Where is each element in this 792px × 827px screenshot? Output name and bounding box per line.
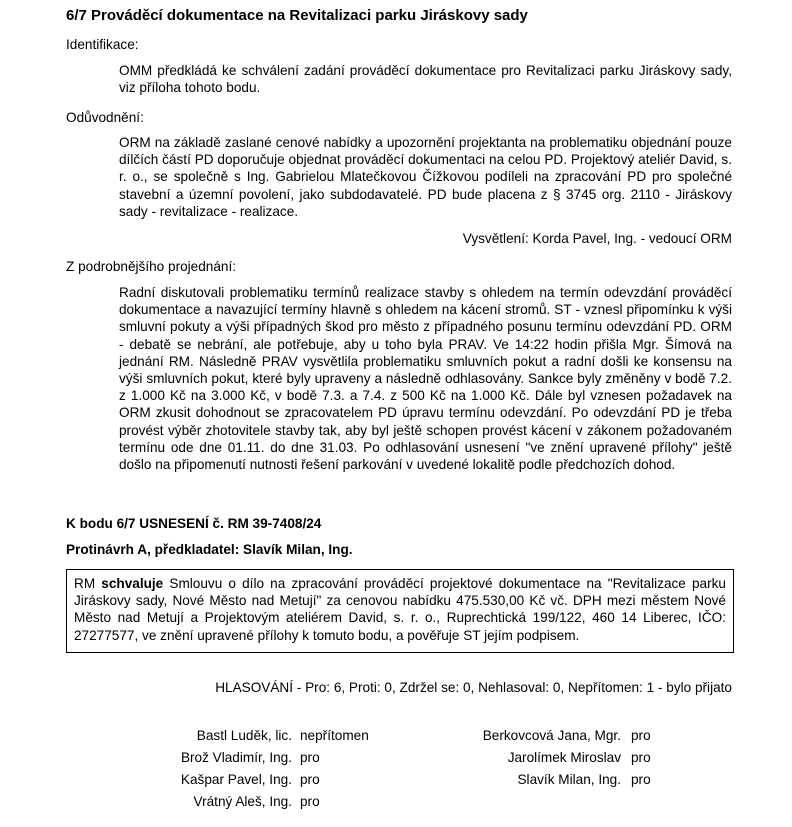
voter-name: Bastl Luděk, lic. xyxy=(196,728,292,743)
voting-summary: HLASOVÁNÍ - Pro: 6, Proti: 0, Zdržel se: 0, Nehlasoval: 0, Nepřítomen: 1 - bylo přijato xyxy=(215,680,732,695)
voter-vote: nepřítomen xyxy=(300,728,369,743)
oduvodneni-text: ORM na základě zaslané cenové nabídky a upozornění projektanta na problematiku objednání pouze dílčích částí PD doporučuje objednat prováděcí dokumentaci na celou PD. Projektový ateliér David, s. r. o., se společně s Ing. Gabrielou Mlatečkovou Čížkovou podíleli na zpracování PD pro společné stavební a územní povolení, jako subdodavatelé. PD bude placena z § 3745 org. 2110 - Jiráskovy sady - revitalizace - realizace. xyxy=(119,135,732,219)
voter-name: Kašpar Pavel, Ing. xyxy=(180,772,292,787)
voter-name: Brož Vladimír, Ing. xyxy=(180,750,292,765)
voter-vote: pro xyxy=(300,772,320,787)
voter-vote: pro xyxy=(631,750,651,765)
resolution-verb: schvaluje xyxy=(101,576,164,591)
voter-name: Berkovcová Jana, Mgr. xyxy=(482,728,621,743)
resolution-text: Smlouvu o dílo na zpracování prováděcí projektové dokumentace na "Revitalizace parku Jiráskovy sady, Nové Město nad Metují" za cenovou nabídku 475.530,00 Kč vč. DPH mezi městem Nové Město nad Metují a Projektovým ateliérem David, s. r. o., Ruprechtická 199/122, 460 14 Liberec, IČO: 27277577, ve znění upravené přílohy k tomuto bodu, a pověřuje ST jejím podpisem. xyxy=(74,576,726,643)
voter-vote: pro xyxy=(631,728,651,743)
voter-name: Slavík Milan, Ing. xyxy=(517,772,621,787)
resolution-box xyxy=(66,569,734,653)
identifikace-text: OMM předkládá ke schválení zadání prováděcí dokumentace pro Revitalizaci parku Jiráskovy sady, viz příloha tohoto bodu. xyxy=(119,63,732,96)
resolution-prefix: RM xyxy=(74,576,102,591)
oduvodneni-label: Odůvodnění: xyxy=(66,110,144,125)
voter-name: Jarolímek Miroslav xyxy=(507,750,621,765)
voter-name: Vrátný Aleš, Ing. xyxy=(193,794,292,809)
identifikace-label: Identifikace: xyxy=(66,37,139,52)
explanation-text: Vysvětlení: Korda Pavel, Ing. - vedoucí ORM xyxy=(462,231,732,246)
voter-vote: pro xyxy=(631,772,651,787)
resolution-heading: K bodu 6/7 USNESENÍ č. RM 39-7408/24 xyxy=(66,516,322,531)
projednani-text: Radní diskutovali problematiku termínů realizace stavby s ohledem na termín odevzdání prováděcí dokumentace a navazující termíny hlavně s ohledem na kácení stromů. ST - vznesl připomínku k výši smluvní pokuty a výši případných škod pro město z případného posunu termínu odevzdání PD. ORM - debatě se nebrání, ale potřebuje, aby u toho byla PRAV. Ve 14:22 hodin přišla Mgr. Šímová na jednání RM. Následně PRAV vysvětlila problematiku smluvních pokut a radní došli ke konsensu na výši smluvních pokut, které byly upraveny a následně odhlasovány. Sankce byly změněny v bodě 7.2. z 1.000 Kč na 3.000 Kč, v bodě 7.3. a 7.4. z 500 Kč na 1.000 Kč. Dále byl vznesen požadavek na ORM zkusit dohodnout se zpracovatelem PD úpravu termínu odevzdání. Po odevzdání PD je třeba provést výběr zhotovitele stavby tak, aby byl ještě schopen provést kácení v zákonem požadovaném termínu ode dne 01.11. do dne 31.03. Po odhlasování usnesení "ve znění upravené přílohy" ještě došlo na připomenutí nutnosti řešení parkování v uvedené lokalitě podle předchozích dohod. xyxy=(119,285,732,473)
voter-vote: pro xyxy=(300,794,320,809)
agenda-item-title: 6/7 Prováděcí dokumentace na Revitalizaci parku Jiráskovy sady xyxy=(66,7,528,24)
voter-vote: pro xyxy=(300,750,320,765)
projednani-label: Z podrobnějšího projednání: xyxy=(66,259,237,274)
counter-proposal: Protinávrh A, předkladatel: Slavík Milan, Ing. xyxy=(66,542,353,557)
